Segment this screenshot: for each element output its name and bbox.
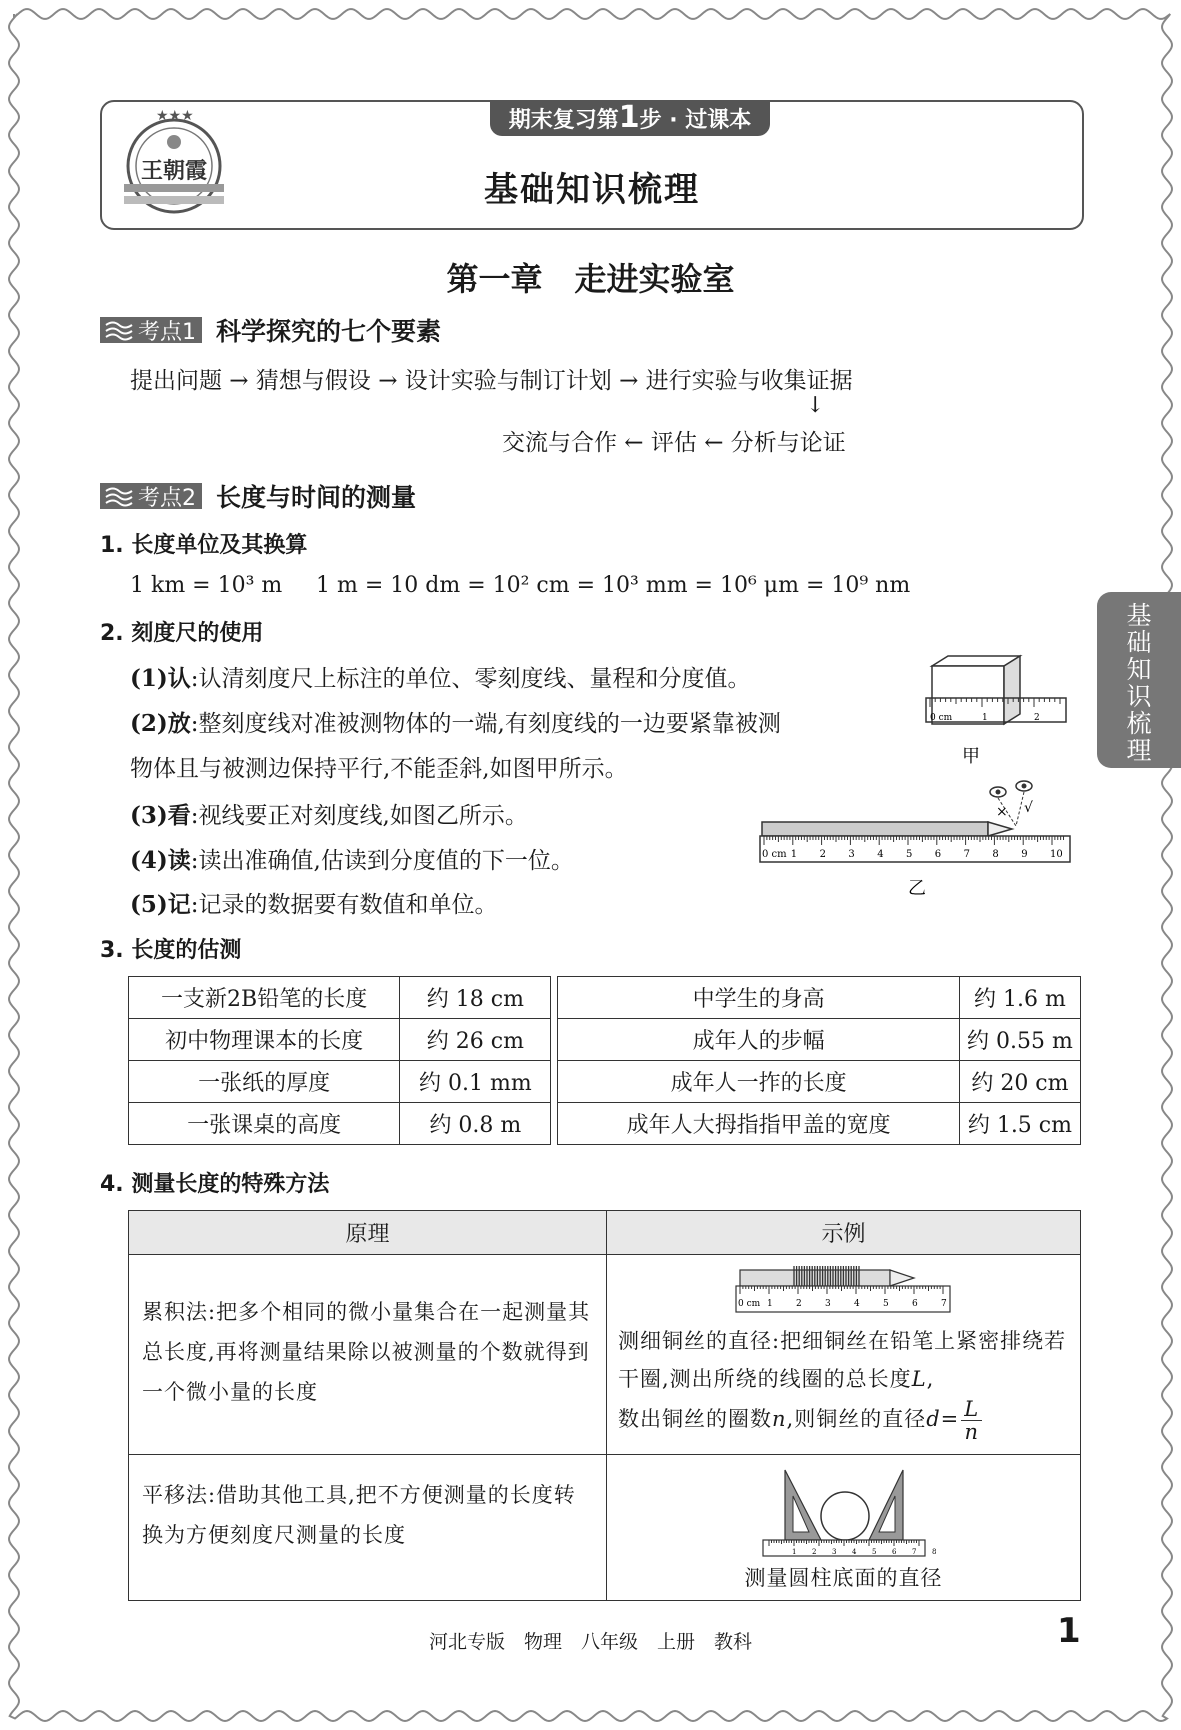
eye-icon [1016,781,1032,791]
estimate-cell: 约 0.8 m [400,1103,551,1145]
ruler-label: 1 [766,1299,773,1309]
ruler-label: 5 [906,849,913,860]
method1-principle-cell [129,1255,607,1455]
figure-yi [758,776,1074,902]
flow-line-2: 交流与合作 ← 评估 ← 分析与论证 [502,430,846,456]
ruler-step-5: (5)记:记录的数据要有数值和单位。 [130,891,498,918]
estimate-cell: 一张纸的厚度 [129,1061,400,1103]
ruler-label: 4 [853,1299,860,1309]
chapter-title: 第一章 走进实验室 [446,260,735,298]
method-table [128,1210,1081,1601]
estimate-table [128,976,1081,1145]
method2-principle: 平移法:借助其他工具,把不方便测量的长度转换为方便刻度尺测量的长度 [142,1482,576,1547]
figure-yi-caption: 乙 [908,878,926,899]
estimate-row [129,1061,1081,1103]
ruler-label: 5 [871,1548,876,1556]
ruler-label: 3 [824,1299,831,1309]
kaodian2-heading [100,481,416,511]
ruler-label: 5 [882,1299,889,1309]
side-section-tab: 基 础 知 识 梳 理 [1097,592,1181,768]
ruler-label: 2 [819,849,826,860]
step-tab: 期末复习第1步 · 过课本 [490,100,770,136]
ruler-jia-label-0: 0 cm [930,713,953,723]
ruler-jia-label-1: 1 [982,713,988,723]
section-1-title: 1. 长度单位及其换算 [100,533,308,558]
wave-icon [104,486,134,506]
section-2-title: 2. 刻度尺的使用 [100,621,264,646]
estimate-cell: 约 26 cm [400,1019,551,1061]
ruler-label: 8 [992,849,999,860]
footer-text: 河北专版 物理 八年级 上册 教科 [428,1631,752,1653]
ruler-label: 0 cm [762,849,787,860]
table-gap [551,977,558,1019]
eye-icon [990,787,1006,797]
estimate-cell: 约 20 cm [959,1061,1080,1103]
kaodian2-badge: 考点2 [100,483,202,509]
fraction: $\frac{L}{n}$ [961,1398,982,1443]
estimate-cell: 约 1.6 m [959,977,1080,1019]
estimate-row [129,1019,1081,1061]
method2-caption: 测量圆柱底面的直径 [744,1566,943,1590]
logo-text: 王朝霞 [140,158,208,184]
ruler-label: 1 [790,849,798,860]
wrong-view-mark: × [996,804,1008,820]
kaodian2-title: 长度与时间的测量 [216,483,417,512]
estimate-cell: 一支新2B铅笔的长度 [129,977,400,1019]
table-gap [551,1019,558,1061]
estimate-cell: 成年人一拃的长度 [558,1061,959,1103]
section-4-title: 4. 测量长度的特殊方法 [100,1172,330,1197]
ruler-label: 6 [891,1548,896,1556]
estimate-row [129,1103,1081,1145]
ruler-label: 8 [931,1548,936,1556]
estimate-cell: 成年人大拇指指甲盖的宽度 [558,1103,959,1145]
kaodian1-title: 科学探究的七个要素 [216,317,442,346]
ruler-label: 9 [1021,849,1028,860]
ruler-label: 0 cm [737,1299,760,1309]
flow-line-1: 提出问题 → 猜想与假设 → 设计实验与制订计划 → 进行实验与收集证据 [130,368,853,394]
estimate-cell: 约 18 cm [400,977,551,1019]
ruler-label: 7 [963,849,970,860]
page-title: 基础知识梳理 [484,170,700,210]
ruler-label: 7 [911,1548,916,1556]
right-view-mark: √ [1024,800,1033,816]
unit-conversion-km: 1 km = 10³ m [130,573,283,598]
ruler-label: 10 [1050,849,1063,860]
kaodian1-heading [100,315,441,345]
unit-conversion-m: 1 m = 10 dm = 10² cm = 10³ mm = 10⁶ μm = 10⁹ nm [316,573,911,598]
estimate-cell: 中学生的身高 [558,977,959,1019]
estimate-cell: 约 0.55 m [959,1019,1080,1061]
method-header-principle: 原理 [129,1211,607,1255]
kaodian1-badge: 考点1 [100,317,202,343]
ruler-step-4: (4)读:读出准确值,估读到分度值的下一位。 [130,847,574,874]
estimate-cell: 约 0.1 mm [400,1061,551,1103]
svg-text:★★★: ★★★ [156,108,194,124]
ruler-jia-label-2: 2 [1034,713,1040,723]
estimate-cell: 约 1.5 cm [959,1103,1080,1145]
method2-example-cell [607,1455,1081,1601]
estimate-cell: 一张课桌的高度 [129,1103,400,1145]
ruler-label: 3 [848,849,855,860]
ruler-step-2: (2)放:整刻度线对准被测物体的一端,有刻度线的一边要紧靠被测 [130,710,781,737]
table-gap [551,1061,558,1103]
ruler-step-3: (3)看:视线要正对刻度线,如图乙所示。 [130,802,528,829]
estimate-cell: 初中物理课本的长度 [129,1019,400,1061]
method2-principle-cell [129,1455,607,1601]
ruler-label: 1 [791,1548,796,1556]
section-3-title: 3. 长度的估测 [100,938,242,963]
ruler-step-2-cont: 物体且与被测边保持平行,不能歪斜,如图甲所示。 [130,756,628,782]
header-box [100,100,1084,230]
page-number: 1 [1057,1611,1081,1651]
estimate-row [129,977,1081,1019]
figure-jia-caption: 甲 [962,746,980,767]
ruler-step-1: (1)认:认清刻度尺上标注的单位、零刻度线、量程和分度值。 [130,665,751,692]
wave-icon [104,320,134,340]
triangle-cylinder-figure [759,1462,936,1560]
method1-example: 测细铜丝的直径:把细铜丝在铅笔上紧密排绕若干圈,测出所绕的线圈的总长度L, 数出铜丝的圈数n,则铜丝的直径d= $\frac{L}{n}$ [618,1329,1067,1444]
estimate-cell: 成年人的步幅 [558,1019,959,1061]
down-arrow: ↓ [806,393,825,418]
ruler-label: 6 [934,849,942,860]
table-gap [551,1103,558,1145]
method1-example-cell [607,1255,1081,1455]
ruler-label: 4 [851,1548,856,1556]
ruler-label: 7 [940,1299,947,1309]
ruler-label: 2 [795,1299,802,1309]
method1-principle: 累积法:把多个相同的微小量集合在一起测量其总长度,再将测量结果除以被测量的个数就得到一个微小量的长度 [142,1299,591,1404]
ruler-label: 3 [831,1548,836,1556]
ruler-label: 6 [911,1299,918,1309]
figure-jia [920,650,1070,770]
ruler-label: 2 [811,1548,816,1556]
ruler-label: 4 [877,849,884,860]
coil-ruler-figure [734,1264,954,1322]
method-header-example: 示例 [607,1211,1081,1255]
